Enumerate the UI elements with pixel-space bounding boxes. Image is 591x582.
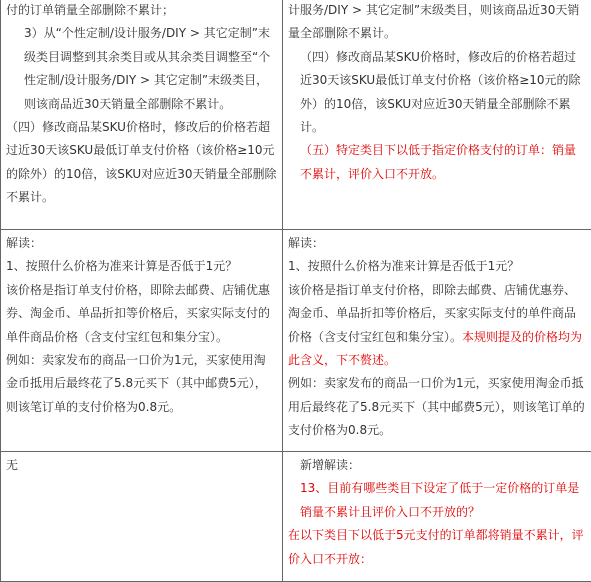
- new-rule-text: （四）修改商品某SKU价格时，修改后的价格若超过近30天该SKU最低订单支付价格（该价格≥10元的除外）的10倍，该SKU对应近30天销量全部删除不累计。: [288, 46, 586, 140]
- interpretation-question: 1、按照什么价格为准来计算是否低于1元？: [6, 255, 277, 278]
- none-text: 无: [6, 454, 277, 477]
- addition-answer: 在以下类目下以低于5元支付的订单都将销量不累计，评价入口不开放：: [288, 524, 586, 571]
- interpretation-heading: 解读：: [6, 232, 277, 255]
- interpretation-question: 1、按照什么价格为准来计算是否低于1元？: [288, 255, 586, 278]
- table-row: [1, 452, 591, 582]
- interpretation-body: 该价格是指订单支付价格，即除去邮费、店铺优惠券、淘金币、单品折扣等价格后，买家实际支付的单件商品价格（含支付宝红包和集分宝）。: [6, 279, 277, 349]
- new-interpretation-cell: [283, 230, 591, 452]
- addition-heading: 新增解读：: [288, 454, 586, 477]
- interpretation-example: 例如：卖家发布的商品一口价为1元，买家使用淘金币抵用后最终花了5.8元买下（其中邮费5元），则该笔订单的支付价格为0.8元。: [288, 372, 586, 442]
- table-row: [1, 0, 591, 230]
- new-rule-cell: [283, 0, 591, 230]
- old-rule-text: 付的订单销量全部删除不累计；: [6, 0, 277, 22]
- addition-question: 13、目前有哪些类目下设定了低于一定价格的订单是销量不累计且评价入口不开放的？: [288, 477, 586, 524]
- interpretation-body-text: 该价格是指订单支付价格，即除去邮费、店铺优惠券、淘金币、单品折扣等价格后，买家实际支付的单件商品价格（含支付宝红包和集分宝）。: [288, 283, 576, 344]
- old-addition-cell: [1, 452, 283, 582]
- interpretation-example: 例如：卖家发布的商品一口价为1元，买家使用淘金币抵用后最终花了5.8元买下（其中邮费5元），则该笔订单的支付价格为0.8元。: [6, 349, 277, 419]
- old-rule-text: （四）修改商品某SKU价格时，修改后的价格若超过近30天该SKU最低订单支付价格（该价格≥10元的除外）的10倍，该SKU对应近30天销量全部删除不累计。: [6, 116, 277, 210]
- table-row: [1, 230, 591, 452]
- interpretation-heading: 解读：: [288, 232, 586, 255]
- new-rule-highlight: （五）特定类目下以低于指定价格支付的订单：销量不累计，评价入口不开放。: [288, 139, 586, 186]
- old-interpretation-cell: [1, 230, 283, 452]
- new-rule-text: 计服务/DIY > 其它定制”末级类目，则该商品近30天销量全部删除不累计。: [288, 0, 586, 46]
- old-rule-text: 3）从“个性定制/设计服务/DIY > 其它定制”末级类目调整到其余类目或从其余类目调整至“个性定制/设计服务/DIY > 其它定制”末级类目，则该商品近30天销量全部删除不累计。: [6, 22, 277, 116]
- old-rule-cell: [1, 0, 283, 230]
- interpretation-body-highlight: 本规则提及的价格均为此含义，下不赘述。: [288, 330, 582, 367]
- new-addition-cell: [283, 452, 591, 582]
- interpretation-body: [288, 279, 586, 373]
